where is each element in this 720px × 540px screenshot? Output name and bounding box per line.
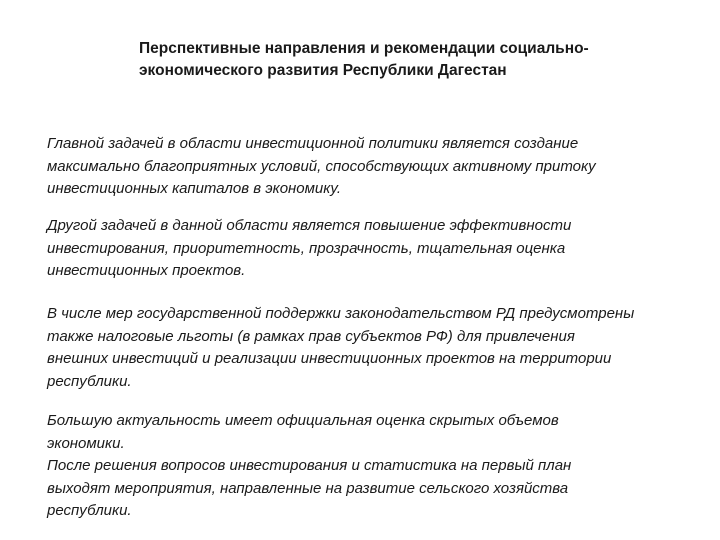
paragraph-line: инвестирования, приоритетность, прозрачность, тщательная оценка xyxy=(47,239,566,257)
paragraph-state-support xyxy=(47,303,707,393)
paragraph-line: Большую актуальность имеет официальная оценка скрытых объемов xyxy=(47,412,559,429)
paragraph-line: инвестиционных капиталов в экономику. xyxy=(47,180,342,197)
paragraph-line: Другой задачей в данной области является повышение эффективности xyxy=(47,217,572,234)
paragraph-line: Главной задачей в области инвестиционной политики является создание xyxy=(47,135,579,152)
paragraph-line: экономики. xyxy=(47,434,125,452)
paragraph-line: также налоговые льготы (в рамках прав субъектов РФ) для привлечения xyxy=(47,327,575,345)
paragraph-main-task xyxy=(47,133,707,201)
paragraph-line: максимально благоприятных условий, способствующих активному притоку xyxy=(47,157,596,175)
paragraph-line: инвестиционных проектов. xyxy=(47,262,246,279)
slide-title xyxy=(139,38,659,82)
paragraph-line: В числе мер государственной поддержки законодательством РД предусмотрены xyxy=(47,305,635,322)
paragraph-line: республики. xyxy=(47,372,132,390)
slide-title-line: Перспективные направления и рекомендации социально- xyxy=(139,40,589,57)
paragraph-hidden-economy xyxy=(47,410,707,523)
slide-title-line: экономического развития Республики Дагестан xyxy=(139,62,507,79)
paragraph-line: республики. xyxy=(47,502,132,519)
paragraph-line: внешних инвестиций и реализации инвестиционных проектов на территории xyxy=(47,350,612,367)
paragraph-efficiency xyxy=(47,215,707,283)
paragraph-line: После решения вопросов инвестирования и статистика на первый план xyxy=(47,457,572,474)
paragraph-line: выходят мероприятия, направленные на развитие сельского хозяйства xyxy=(47,479,569,497)
